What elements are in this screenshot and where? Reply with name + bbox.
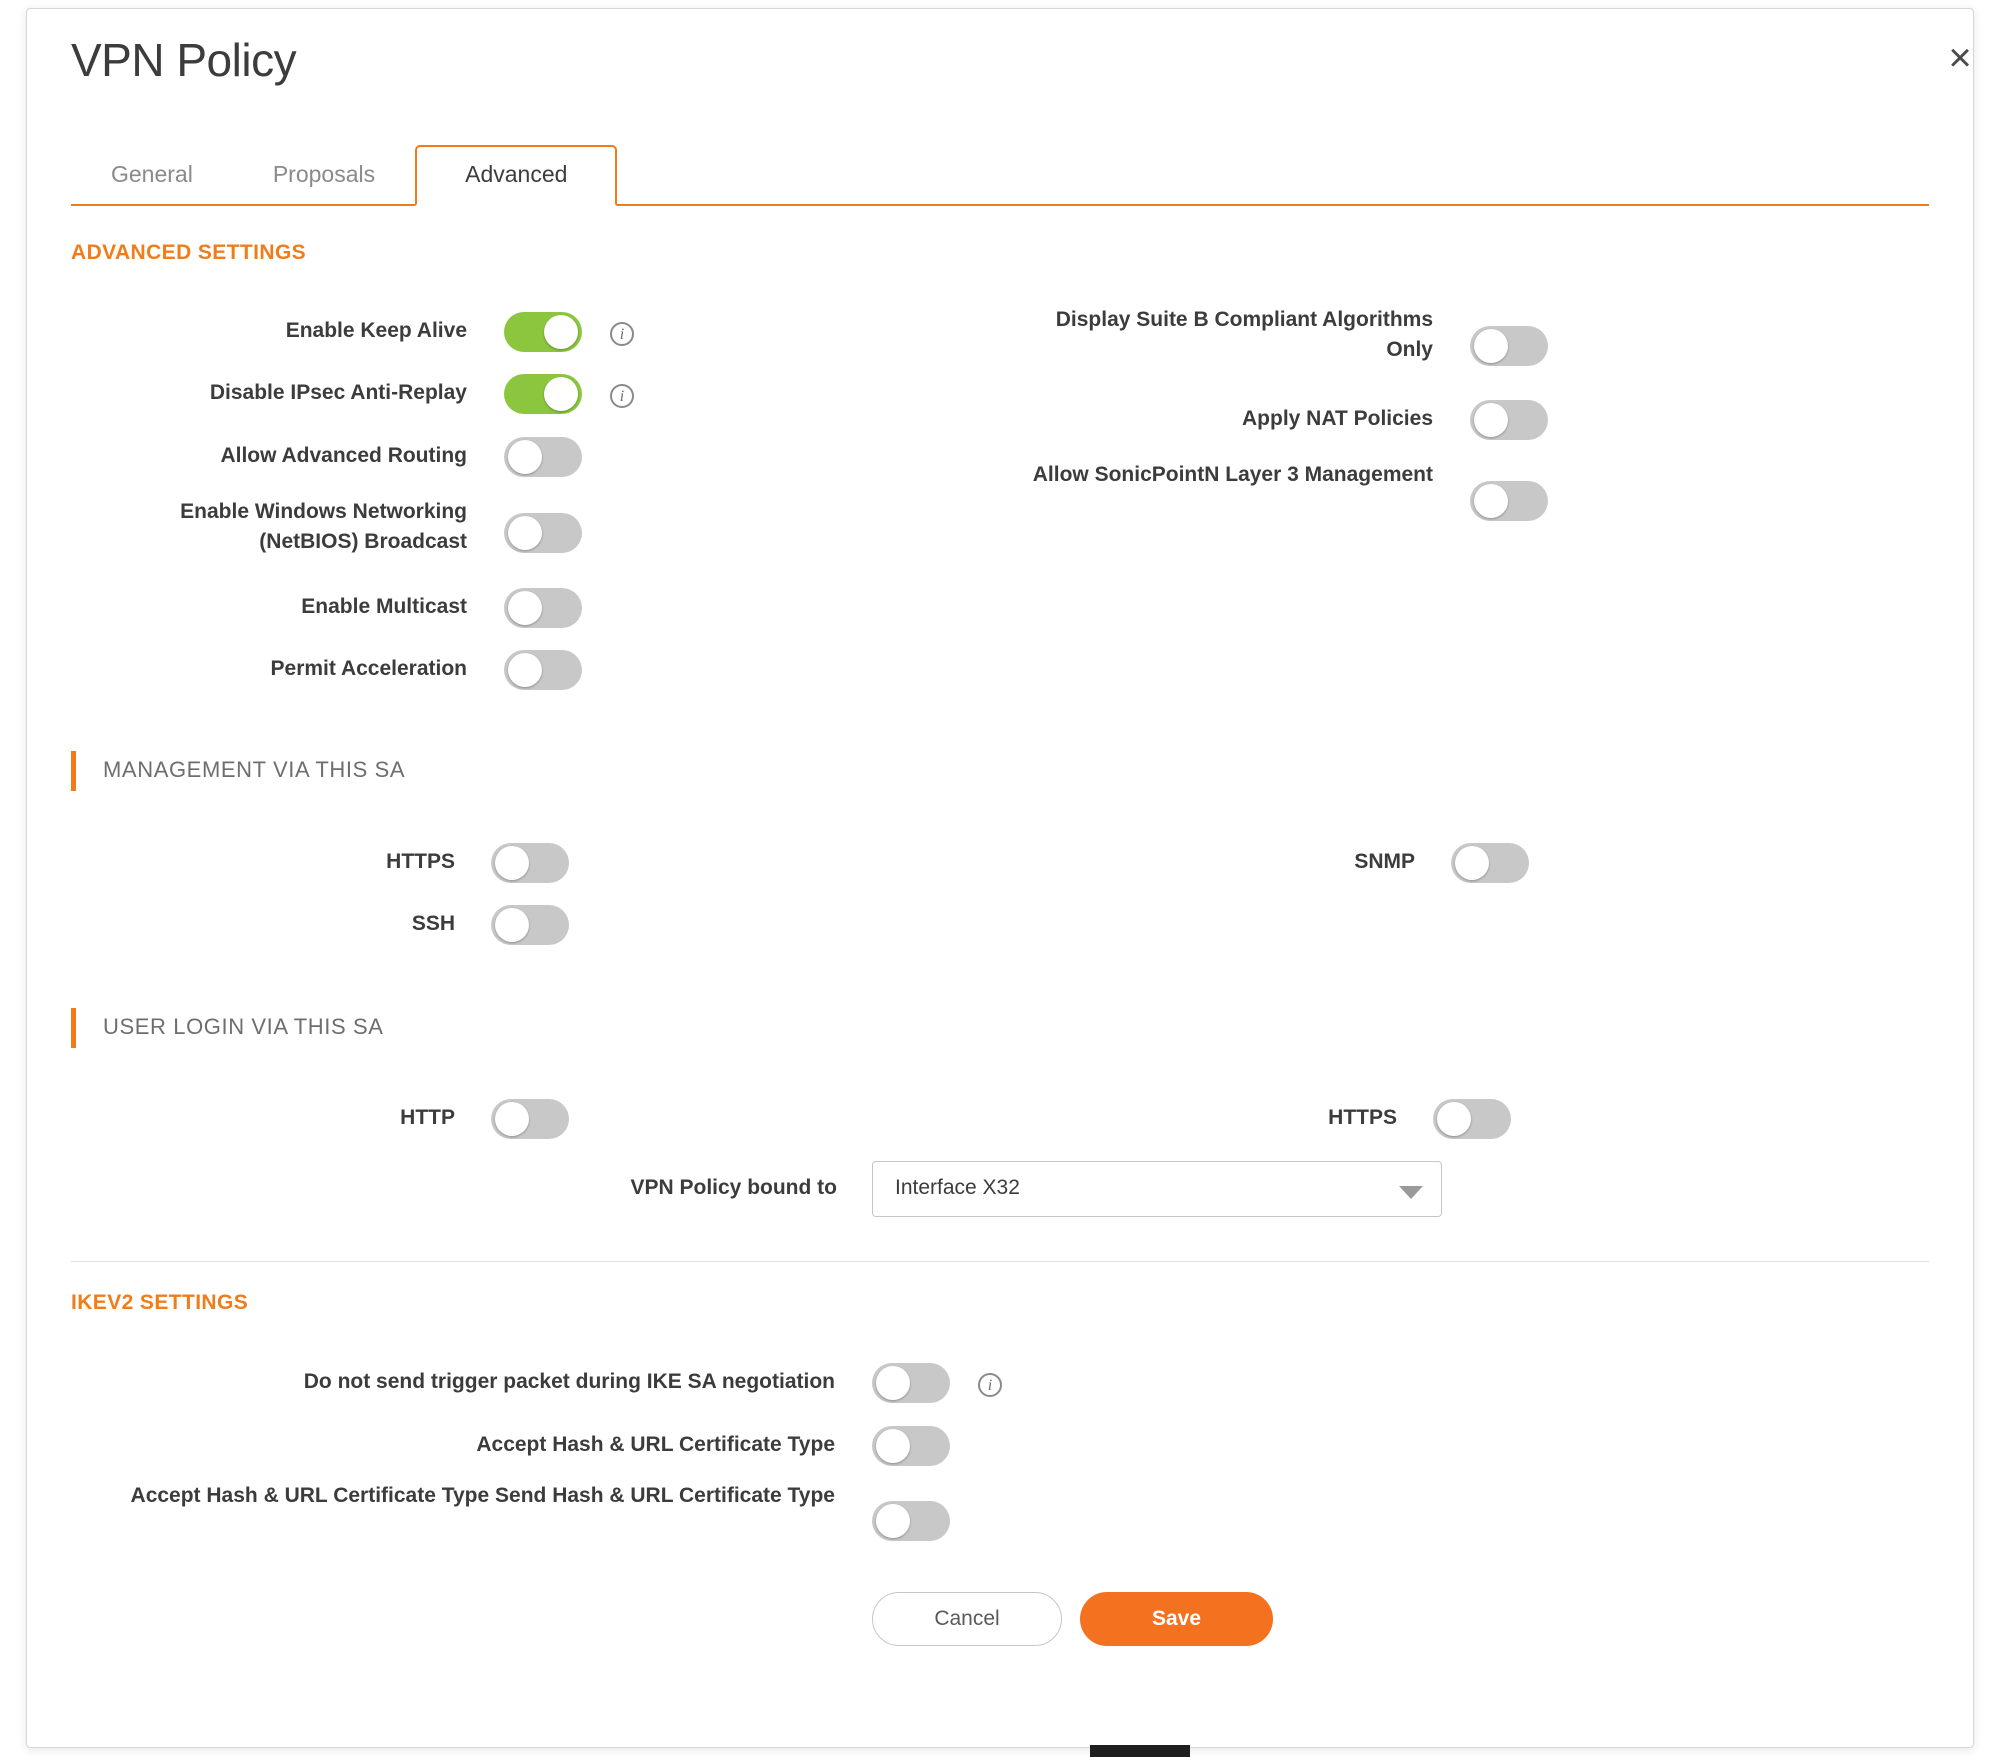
section-divider bbox=[71, 1261, 1929, 1262]
toggle-allow-advanced-routing[interactable] bbox=[504, 437, 582, 477]
tab-bar bbox=[71, 149, 1929, 206]
label-accept-send-hash-url-cert: Accept Hash & URL Certificate Type Send Hash & URL Certificate Type bbox=[130, 1484, 835, 1507]
label-enable-keep-alive: Enable Keep Alive bbox=[285, 319, 467, 342]
tab-general[interactable]: General bbox=[71, 147, 233, 204]
chevron-down-icon bbox=[1399, 1186, 1423, 1199]
label-display-suite-b: Display Suite B Compliant Algorithms Only bbox=[1055, 308, 1433, 361]
ikev2-settings-heading: IKEV2 SETTINGS bbox=[71, 1291, 249, 1314]
user-login-via-sa-heading: USER LOGIN VIA THIS SA bbox=[71, 1014, 384, 1040]
label-no-trigger-packet: Do not send trigger packet during IKE SA negotiation bbox=[303, 1370, 835, 1393]
toggle-enable-netbios-broadcast[interactable] bbox=[504, 513, 582, 553]
info-icon-disable-ipsec-anti-replay[interactable]: i bbox=[610, 384, 634, 408]
toggle-user-login-http[interactable] bbox=[491, 1099, 569, 1139]
vpn-policy-dialog bbox=[26, 8, 1974, 1748]
page-title: VPN Policy bbox=[71, 34, 297, 86]
label-allow-advanced-routing: Allow Advanced Routing bbox=[220, 444, 467, 467]
label-management-ssh: SSH bbox=[411, 912, 455, 935]
toggle-permit-acceleration[interactable] bbox=[504, 650, 582, 690]
label-disable-ipsec-anti-replay: Disable IPsec Anti-Replay bbox=[209, 381, 467, 404]
label-enable-netbios-broadcast: Enable Windows Networking (NetBIOS) Broadcast bbox=[180, 500, 467, 553]
bottom-strip bbox=[1090, 1745, 1190, 1757]
label-management-snmp: SNMP bbox=[1354, 850, 1415, 873]
vpn-policy-bound-to-value: Interface X32 bbox=[895, 1176, 1020, 1199]
label-vpn-policy-bound-to: VPN Policy bound to bbox=[630, 1176, 837, 1199]
label-user-login-https: HTTPS bbox=[1328, 1106, 1397, 1129]
toggle-accept-send-hash-url-cert[interactable] bbox=[872, 1501, 950, 1541]
label-enable-multicast: Enable Multicast bbox=[301, 595, 467, 618]
toggle-user-login-https[interactable] bbox=[1433, 1099, 1511, 1139]
save-button[interactable]: Save bbox=[1080, 1592, 1273, 1646]
toggle-enable-keep-alive[interactable] bbox=[504, 312, 582, 352]
cancel-button[interactable]: Cancel bbox=[872, 1592, 1062, 1646]
label-accept-hash-url-cert: Accept Hash & URL Certificate Type bbox=[476, 1433, 835, 1456]
info-icon-no-trigger-packet[interactable]: i bbox=[978, 1373, 1002, 1397]
close-icon[interactable]: × bbox=[1948, 36, 1972, 80]
toggle-enable-multicast[interactable] bbox=[504, 588, 582, 628]
toggle-accept-hash-url-cert[interactable] bbox=[872, 1426, 950, 1466]
tab-proposals[interactable]: Proposals bbox=[233, 147, 415, 204]
label-user-login-http: HTTP bbox=[400, 1106, 455, 1129]
toggle-management-ssh[interactable] bbox=[491, 905, 569, 945]
toggle-no-trigger-packet[interactable] bbox=[872, 1363, 950, 1403]
advanced-settings-heading: ADVANCED SETTINGS bbox=[71, 241, 307, 264]
toggle-disable-ipsec-anti-replay[interactable] bbox=[504, 374, 582, 414]
vpn-policy-bound-to-select[interactable] bbox=[872, 1161, 1442, 1217]
label-allow-sonicpointn-l3: Allow SonicPointN Layer 3 Management bbox=[1032, 463, 1433, 486]
management-via-sa-heading: MANAGEMENT VIA THIS SA bbox=[71, 757, 405, 783]
label-permit-acceleration: Permit Acceleration bbox=[270, 657, 467, 680]
info-icon-enable-keep-alive[interactable]: i bbox=[610, 322, 634, 346]
toggle-management-https[interactable] bbox=[491, 843, 569, 883]
toggle-allow-sonicpointn-l3[interactable] bbox=[1470, 481, 1548, 521]
tab-advanced[interactable]: Advanced bbox=[415, 145, 617, 206]
toggle-display-suite-b[interactable] bbox=[1470, 326, 1548, 366]
toggle-management-snmp[interactable] bbox=[1451, 843, 1529, 883]
toggle-apply-nat-policies[interactable] bbox=[1470, 400, 1548, 440]
label-apply-nat-policies: Apply NAT Policies bbox=[1242, 407, 1433, 430]
label-management-https: HTTPS bbox=[386, 850, 455, 873]
